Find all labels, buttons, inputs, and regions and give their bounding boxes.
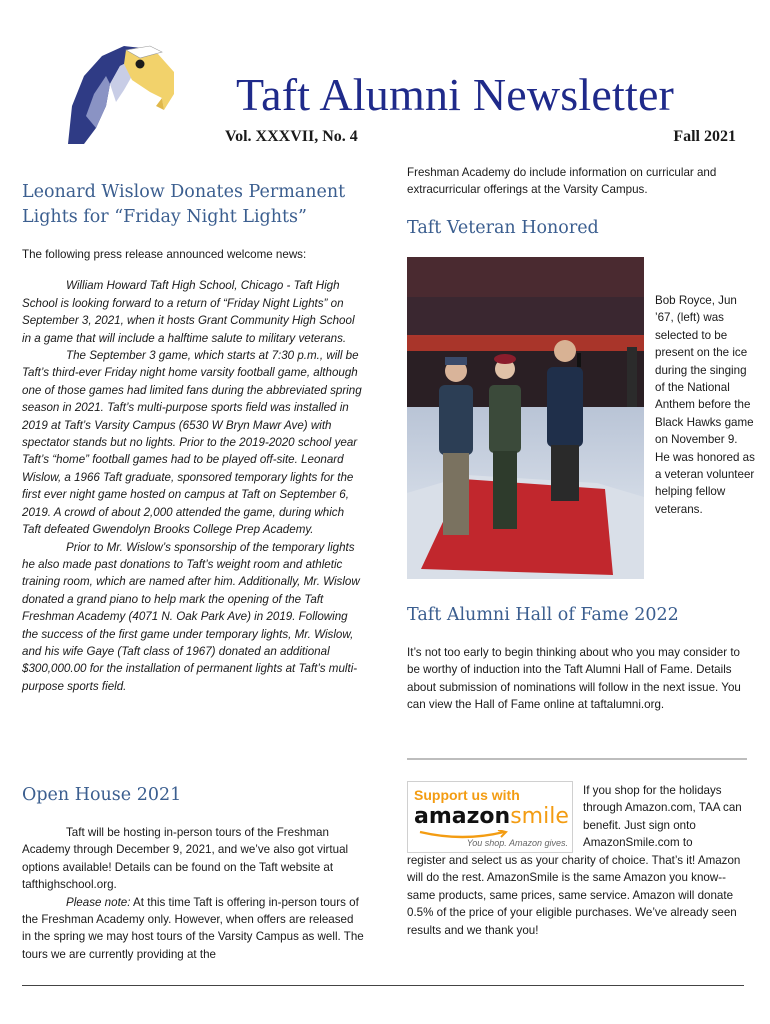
amazon-text-wrap: If you shop for the holidays through Amazon.com, TAA can benefit. Just sign onto AmazonSmile.com to <box>583 784 742 850</box>
amazon-text-full: register and select us as your charity of choice. That’s it! Amazon will do the rest. AmazonSmile is the same Amazon you know--same products, same prices, same service. Amazon will donate 0.5% of the price of your eligible purchases. We’ve already seen results and we thank you! <box>407 854 741 937</box>
lights-intro: The following press release announced welcome news: <box>22 248 307 261</box>
lights-paragraph-1: William Howard Taft High School, Chicago - Taft High School is looking forward to a return of “Friday Night Lights” on September 3, 2021, when it hosts Grant Community High School in a game that will include a halftime salute to military veterans. <box>22 279 355 345</box>
lights-article <box>22 246 364 695</box>
amazon-smile-badge[interactable] <box>407 781 573 853</box>
divider-right <box>407 758 747 760</box>
bottom-divider <box>22 985 744 986</box>
hall-of-fame-headline: Taft Alumni Hall of Fame 2022 <box>407 605 679 625</box>
eagle-logo <box>66 36 178 146</box>
eagle-head-icon <box>66 36 178 146</box>
hall-of-fame-text: It’s not too early to begin thinking about who you may consider to be worthy of induction into the Taft Alumni Hall of Fame. Details about submission of nominations will follow in the next issue. You can view the Hall of Fame online at taftalumni.org. <box>407 646 741 712</box>
badge-tagline: You shop. Amazon gives. <box>466 838 568 848</box>
issue-date: Fall 2021 <box>673 128 736 145</box>
open-house-headline: Open House 2021 <box>22 785 182 805</box>
open-house-paragraph-2-text: At this time Taft is offering in-person tours of the Freshman Academy only. However, when offers are released in the spring we may host tours of the Varsity Campus as well. The tours we are currently providing at the <box>22 895 364 961</box>
badge-brand-smile: smile <box>510 804 569 829</box>
lights-paragraph-3: Prior to Mr. Wislow’s sponsorship of the temporary lights he also made past donations to Taft’s weight room and athletic training room, which are named after him. Additionally, Mr. Wislow donated a grand piano to help mark the opening of the Taft Freshman Academy (4071 N. Oak Park Ave) in 2019. Following the success of the first game under temporary lights, Mr. Wislow, and his wife Gaye (Taft class of 1967) donated an additional $300,000.00 for the installation of permanent lights at Taft’s multi-purpose sports field. <box>22 540 360 693</box>
badge-brand-amazon: amazon <box>414 804 511 829</box>
volume-number: Vol. XXXVII, No. 4 <box>225 128 358 145</box>
lights-paragraph-2: The September 3 game, which starts at 7:30 p.m., will be Taft’s third-ever Friday night home varsity football game, although one of those games had limited fans during the abbreviated spring season in 2021. Taft’s multi-purpose sports field was installed in 2019 at Taft’s Varsity Campus (6530 W Bryn Mawr Ave) with spectator stands but no lights. Prior to the 2019-2020 school year Taft’s “home” football games had to be played off-site. Leonard Wislow, a 1966 Taft graduate, sponsored temporary lights for the first ever night game hosted on campus at Taft on September 6, 2019. A crowd of about 2,000 attended the game, during which Taft defeated Gwendolyn Brooks College Prep Academy. <box>22 349 362 537</box>
lights-headline: Leonard Wislow Donates Permanent Lights for “Friday Night Lights” <box>22 182 346 227</box>
open-house-continued: Freshman Academy do include information on curricular and extracurricular offerings at the Varsity Campus. <box>407 166 717 197</box>
veteran-caption: Bob Royce, Jun ’67, (left) was selected to be present on the ice during the singing of the National Anthem before the Black Hawks game on November 9. He was honored as a veteran volunteer helping fellow veterans. <box>655 294 755 516</box>
open-house-paragraph-2 <box>22 894 364 964</box>
open-house-paragraph-1: Taft will be hosting in-person tours of the Freshman Academy through December 9, 2021, and we’ve also got virtual options available! Details can be found on the Taft website at tafthighschool.org. <box>22 826 349 892</box>
open-house-article <box>22 824 364 963</box>
please-note-label: Please note: <box>66 895 131 909</box>
veteran-photo <box>407 257 644 579</box>
veteran-headline: Taft Veteran Honored <box>407 218 599 238</box>
newsletter-title: Taft Alumni Newsletter <box>236 69 675 120</box>
badge-top-text: Support us with <box>414 787 520 803</box>
badge-brand <box>414 804 569 829</box>
